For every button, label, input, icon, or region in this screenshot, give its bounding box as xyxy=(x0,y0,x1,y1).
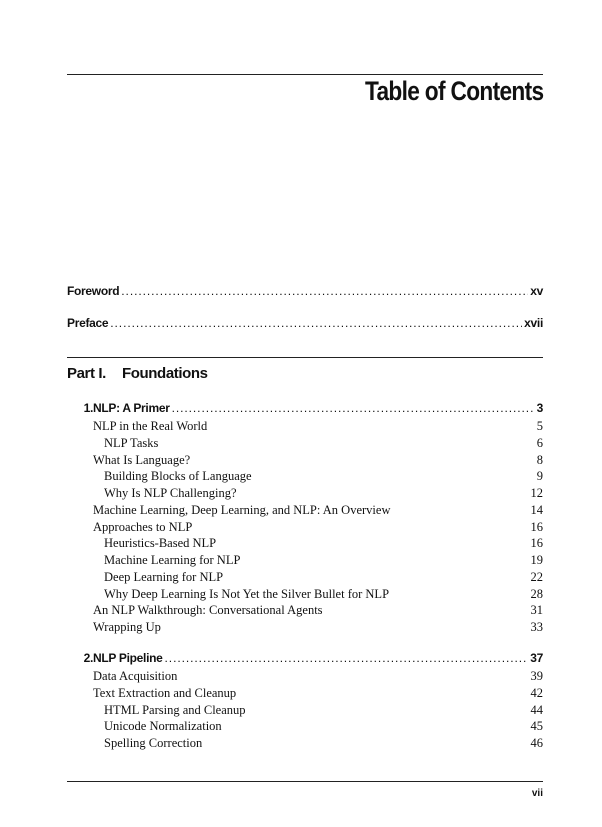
section-page: 19 xyxy=(530,553,543,567)
section-page: 42 xyxy=(530,685,543,700)
section-title: An NLP Walkthrough: Conversational Agents xyxy=(93,603,323,618)
toc-section-entry[interactable] xyxy=(67,668,543,685)
toc-section-entry[interactable] xyxy=(67,418,543,435)
chapter-number: 1. xyxy=(83,401,93,415)
section-title: NLP Tasks xyxy=(104,435,159,450)
toc-section-entry[interactable] xyxy=(67,702,543,719)
toc-section-entry[interactable] xyxy=(67,485,543,502)
section-page: 12 xyxy=(530,486,543,500)
section-title: Data Acquisition xyxy=(93,669,178,683)
entry-label: Preface xyxy=(67,316,109,330)
toc-entry-preface[interactable] xyxy=(67,316,543,330)
section-title: Why Deep Learning Is Not Yet the Silver Bullet for NLP xyxy=(104,586,390,601)
entry-page: xvii xyxy=(524,316,543,330)
toc-section-entry[interactable] xyxy=(67,535,543,552)
section-title: Machine Learning for NLP xyxy=(104,553,241,567)
bottom-rule xyxy=(67,781,543,782)
leader-dots xyxy=(121,284,528,298)
section-page: 45 xyxy=(530,719,543,734)
chapter-title: NLP Pipeline xyxy=(93,651,163,665)
section-title: Building Blocks of Language xyxy=(104,469,252,484)
part-heading xyxy=(67,365,208,382)
section-page: 16 xyxy=(530,519,543,534)
section-list xyxy=(67,418,543,636)
section-page: 44 xyxy=(530,702,543,717)
leader-dots xyxy=(172,401,535,415)
toc-section-entry[interactable] xyxy=(67,602,543,619)
section-title: Spelling Correction xyxy=(104,736,203,750)
section-title: Deep Learning for NLP xyxy=(104,569,224,584)
section-page: 28 xyxy=(530,586,543,601)
chapter-heading[interactable] xyxy=(67,401,543,418)
section-page: 39 xyxy=(530,669,543,683)
section-page: 33 xyxy=(530,620,543,634)
toc-section-entry[interactable] xyxy=(67,735,543,752)
top-rule xyxy=(67,74,543,75)
toc-section-entry[interactable] xyxy=(67,452,543,469)
section-title: NLP in the Real World xyxy=(93,419,208,433)
toc-section-entry[interactable] xyxy=(67,619,543,636)
chapter-number: 2. xyxy=(83,651,93,665)
section-page: 16 xyxy=(530,536,543,551)
chapter-2 xyxy=(67,651,543,752)
section-title: Why Is NLP Challenging? xyxy=(104,486,237,500)
section-title: Wrapping Up xyxy=(93,620,161,634)
section-title: Unicode Normalization xyxy=(104,719,222,734)
section-page: 22 xyxy=(530,569,543,584)
toc-section-entry[interactable] xyxy=(67,468,543,485)
page-title: Table of Contents xyxy=(364,76,543,106)
section-title: Machine Learning, Deep Learning, and NLP: An Overview xyxy=(93,502,391,517)
part-title: Foundations xyxy=(122,365,208,382)
section-title: What Is Language? xyxy=(93,452,191,467)
section-list xyxy=(67,668,543,752)
section-title: Heuristics-Based NLP xyxy=(104,536,217,551)
entry-label: Foreword xyxy=(67,284,120,298)
chapter-page: 3 xyxy=(536,401,543,415)
leader-dots xyxy=(110,316,522,330)
toc-section-entry[interactable] xyxy=(67,435,543,452)
section-title: Text Extraction and Cleanup xyxy=(93,685,237,700)
toc-section-entry[interactable] xyxy=(67,569,543,586)
toc-section-entry[interactable] xyxy=(67,502,543,519)
section-title: Approaches to NLP xyxy=(93,519,193,534)
entry-page: xv xyxy=(530,284,543,298)
toc-section-entry[interactable] xyxy=(67,519,543,536)
section-page: 8 xyxy=(536,452,543,467)
chapter-heading[interactable] xyxy=(67,651,543,668)
toc-entry-foreword[interactable] xyxy=(67,284,543,298)
section-title: HTML Parsing and Cleanup xyxy=(104,702,246,717)
part-number: Part I. xyxy=(67,365,106,382)
toc-section-entry[interactable] xyxy=(67,685,543,702)
leader-dots xyxy=(165,651,529,665)
toc-section-entry[interactable] xyxy=(67,718,543,735)
part-rule xyxy=(67,357,543,358)
section-page: 6 xyxy=(536,435,543,450)
chapter-title: NLP: A Primer xyxy=(93,401,170,415)
chapter-page: 37 xyxy=(530,651,543,665)
toc-section-entry[interactable] xyxy=(67,586,543,603)
section-page: 31 xyxy=(530,603,543,618)
chapter-1 xyxy=(67,401,543,636)
section-page: 46 xyxy=(530,736,543,750)
section-page: 5 xyxy=(536,419,543,433)
section-page: 14 xyxy=(530,502,543,517)
section-page: 9 xyxy=(536,469,543,484)
page-number: vii xyxy=(531,788,543,799)
toc-section-entry[interactable] xyxy=(67,552,543,569)
